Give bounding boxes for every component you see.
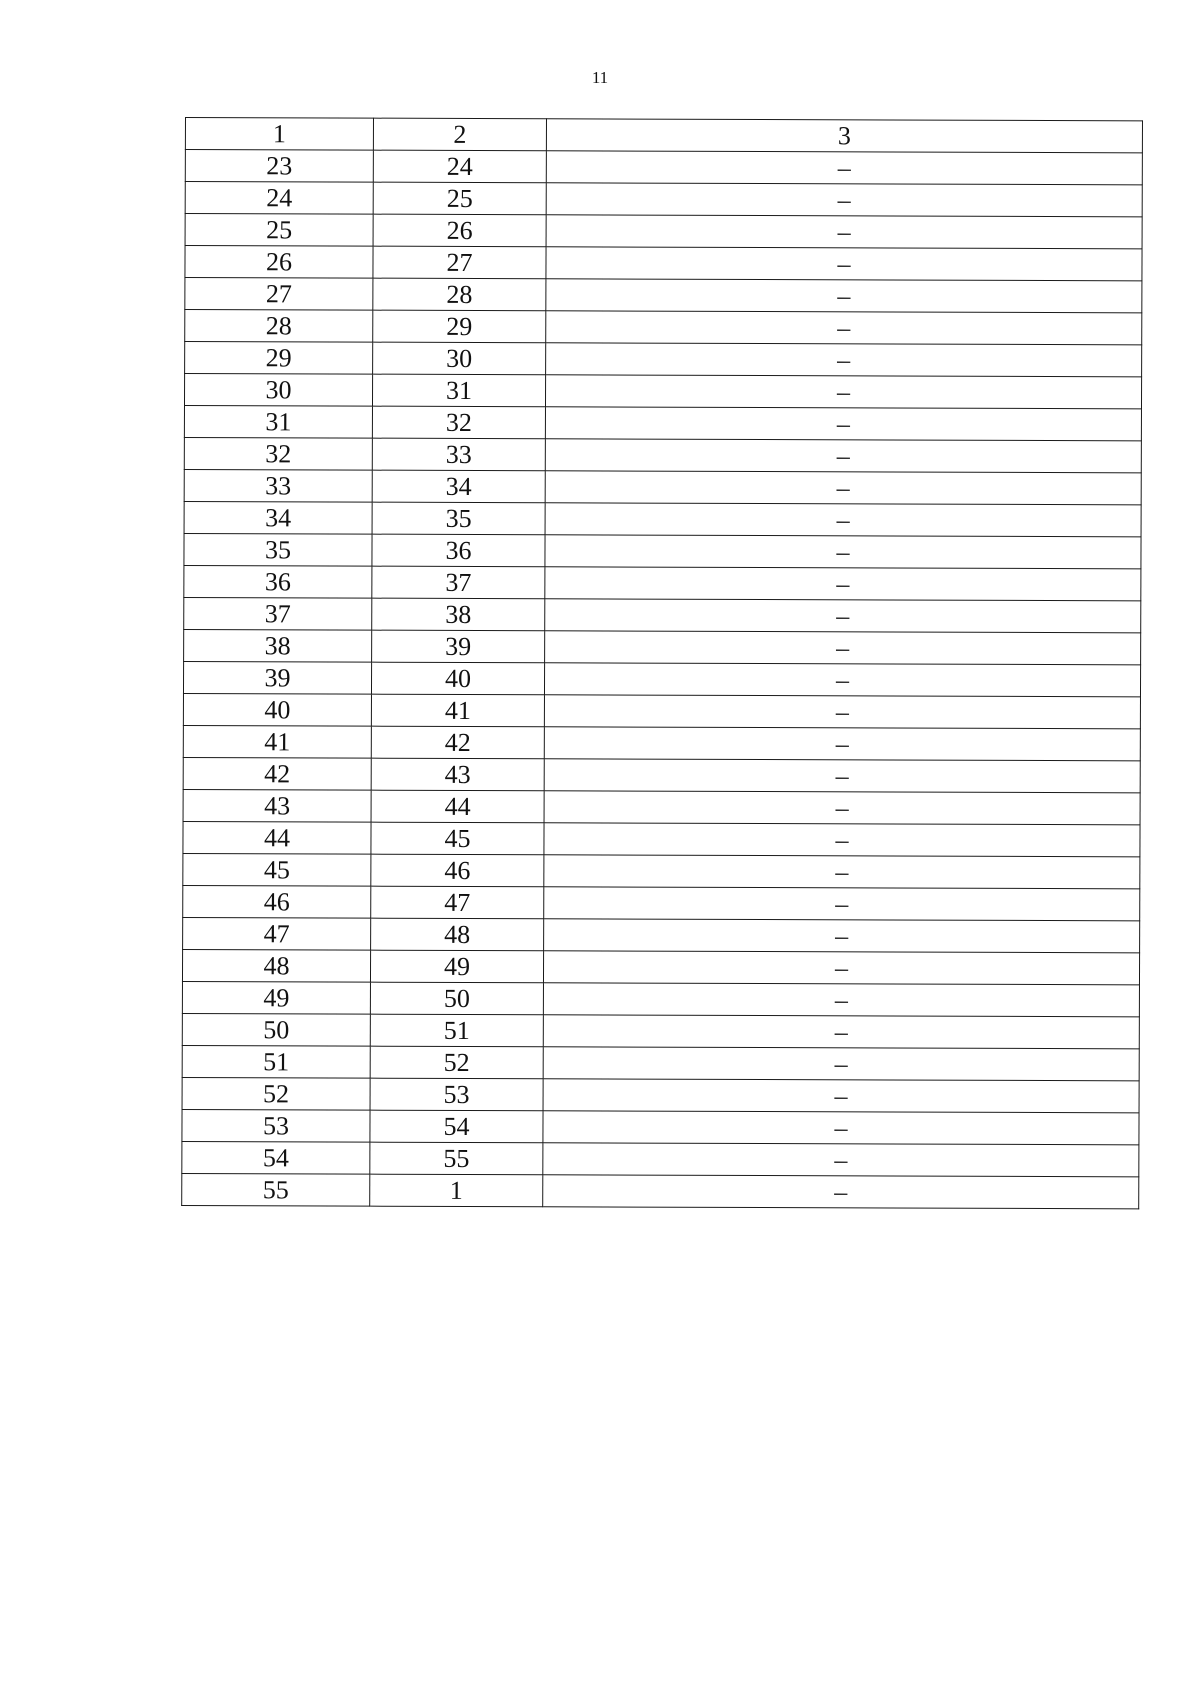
table-cell-col-2: 32 — [372, 406, 545, 439]
table-cell-col-1: 32 — [184, 437, 372, 470]
table-row — [184, 565, 1141, 600]
table-row — [184, 406, 1141, 441]
table-cell-col-1: 45 — [183, 853, 371, 886]
table-cell-col-2: 54 — [370, 1110, 543, 1143]
table-row — [184, 533, 1141, 568]
table-cell-col-2: 31 — [372, 374, 545, 407]
table-row — [183, 917, 1140, 952]
table-cell-col-1: 30 — [184, 374, 372, 407]
table-cell-col-2: 24 — [373, 150, 546, 183]
table-cell-col-2: 25 — [373, 182, 546, 215]
table-cell-col-3: – — [545, 567, 1141, 601]
table-cell-col-2: 38 — [372, 598, 545, 631]
table-cell-col-1: 38 — [184, 629, 372, 662]
header-cell-col-3: 3 — [546, 119, 1142, 153]
table-cell-col-1: 40 — [183, 693, 371, 726]
table-cell-col-1: 49 — [182, 981, 370, 1014]
table-cell-col-3: – — [545, 471, 1141, 505]
table-cell-col-3: – — [546, 215, 1142, 249]
table-cell-col-3: – — [544, 695, 1140, 729]
table-row — [184, 437, 1141, 472]
table-cell-col-2: 40 — [371, 662, 544, 695]
table-cell-col-1: 54 — [182, 1141, 370, 1174]
table-row — [184, 597, 1141, 632]
table-cell-col-3: – — [546, 343, 1142, 377]
table-row — [185, 310, 1142, 345]
table-cell-col-2: 29 — [373, 310, 546, 343]
table-cell-col-3: – — [546, 247, 1142, 281]
table-cell-col-2: 37 — [372, 566, 545, 599]
table-cell-col-3: – — [543, 1079, 1139, 1113]
table-row — [184, 501, 1141, 536]
table-cell-col-2: 53 — [370, 1078, 543, 1111]
table-row — [182, 1141, 1139, 1176]
table-row — [182, 1013, 1139, 1048]
table-cell-col-3: – — [545, 599, 1141, 633]
table-row — [183, 821, 1140, 856]
table-cell-col-1: 24 — [185, 182, 373, 215]
table-cell-col-1: 33 — [184, 469, 372, 502]
header-cell-col-2: 2 — [373, 118, 546, 151]
table-cell-col-2: 47 — [371, 886, 544, 919]
table-cell-col-3: – — [544, 791, 1140, 825]
table-cell-col-3: – — [544, 663, 1140, 697]
table-row — [184, 374, 1141, 409]
table-row — [185, 182, 1142, 217]
table-cell-col-1: 37 — [184, 597, 372, 630]
table-cell-col-3: – — [544, 727, 1140, 761]
table-cell-col-2: 34 — [372, 470, 545, 503]
table-cell-col-2: 35 — [372, 502, 545, 535]
table-cell-col-1: 53 — [182, 1109, 370, 1142]
table-cell-col-2: 50 — [370, 982, 543, 1015]
table-cell-col-2: 33 — [372, 438, 545, 471]
table-cell-col-1: 25 — [185, 214, 373, 247]
table-cell-col-3: – — [543, 983, 1139, 1017]
table-cell-col-1: 48 — [182, 949, 370, 982]
table-row — [185, 342, 1142, 377]
table-cell-col-1: 41 — [183, 725, 371, 758]
table-cell-col-2: 44 — [371, 790, 544, 823]
table-cell-col-2: 52 — [370, 1046, 543, 1079]
table-cell-col-3: – — [546, 279, 1142, 313]
table-row — [183, 661, 1140, 696]
table-cell-col-2: 28 — [373, 278, 546, 311]
table-cell-col-1: 35 — [184, 533, 372, 566]
table-cell-col-1: 43 — [183, 789, 371, 822]
table-row — [183, 725, 1140, 760]
table-row — [183, 853, 1140, 888]
table-cell-col-1: 29 — [185, 342, 373, 375]
table-cell-col-1: 47 — [183, 917, 371, 950]
table-cell-col-1: 52 — [182, 1077, 370, 1110]
data-table — [181, 117, 1143, 1209]
table-cell-col-2: 55 — [370, 1142, 543, 1175]
table-cell-col-3: – — [545, 503, 1141, 537]
table-cell-col-2: 1 — [370, 1174, 543, 1207]
table-row — [182, 1045, 1139, 1080]
table-row — [182, 981, 1139, 1016]
table-cell-col-2: 39 — [372, 630, 545, 663]
table-cell-col-3: – — [543, 1047, 1139, 1081]
page-number: 11 — [591, 68, 609, 87]
table-cell-col-1: 44 — [183, 821, 371, 854]
table-cell-col-3: – — [543, 1111, 1139, 1145]
table-cell-col-2: 27 — [373, 246, 546, 279]
table-cell-col-3: – — [546, 183, 1142, 217]
table-cell-col-1: 36 — [184, 565, 372, 598]
table-cell-col-3: – — [544, 759, 1140, 793]
table-row — [183, 693, 1140, 728]
header-cell-col-1: 1 — [185, 118, 373, 151]
table-cell-col-1: 23 — [185, 150, 373, 183]
table-cell-col-1: 50 — [182, 1013, 370, 1046]
table-row — [182, 1109, 1139, 1144]
table-cell-col-2: 48 — [371, 918, 544, 951]
table-cell-col-1: 42 — [183, 757, 371, 790]
table-row — [182, 949, 1139, 984]
table-cell-col-1: 34 — [184, 501, 372, 534]
table-row — [182, 1173, 1139, 1208]
table-cell-col-2: 26 — [373, 214, 546, 247]
table-header-row — [185, 118, 1142, 153]
table-cell-col-2: 45 — [371, 822, 544, 855]
table-cell-col-3: – — [545, 631, 1141, 665]
table-cell-col-3: – — [545, 375, 1141, 409]
table-cell-col-3: – — [543, 1015, 1139, 1049]
table-cell-col-3: – — [543, 1175, 1139, 1209]
table-cell-col-1: 46 — [183, 885, 371, 918]
table-row — [185, 278, 1142, 313]
table-cell-col-3: – — [543, 951, 1139, 985]
table-cell-col-1: 55 — [182, 1173, 370, 1206]
table-cell-col-3: – — [544, 919, 1140, 953]
table-cell-col-2: 41 — [371, 694, 544, 727]
table-cell-col-1: 31 — [184, 406, 372, 439]
table-row — [184, 469, 1141, 504]
table-cell-col-3: – — [544, 887, 1140, 921]
table-cell-col-2: 36 — [372, 534, 545, 567]
table-cell-col-3: – — [544, 855, 1140, 889]
table-cell-col-1: 51 — [182, 1045, 370, 1078]
table-cell-col-3: – — [545, 535, 1141, 569]
table-cell-col-2: 49 — [370, 950, 543, 983]
table-cell-col-3: – — [544, 823, 1140, 857]
table-row — [185, 150, 1142, 185]
table-cell-col-1: 26 — [185, 246, 373, 279]
table-cell-col-1: 39 — [183, 661, 371, 694]
table-row — [183, 789, 1140, 824]
table-cell-col-3: – — [545, 407, 1141, 441]
table-cell-col-3: – — [546, 151, 1142, 185]
table-row — [182, 1077, 1139, 1112]
table-row — [183, 757, 1140, 792]
table-cell-col-2: 51 — [370, 1014, 543, 1047]
table-row — [185, 246, 1142, 281]
table-cell-col-2: 42 — [371, 726, 544, 759]
table-cell-col-2: 43 — [371, 758, 544, 791]
table-row — [183, 885, 1140, 920]
table-cell-col-2: 30 — [373, 342, 546, 375]
table-cell-col-3: – — [545, 439, 1141, 473]
table-cell-col-1: 27 — [185, 278, 373, 311]
table-row — [185, 214, 1142, 249]
table-row — [184, 629, 1141, 664]
table-body — [182, 118, 1143, 1209]
table-cell-col-1: 28 — [185, 310, 373, 343]
table-cell-col-3: – — [543, 1143, 1139, 1177]
table-cell-col-3: – — [546, 311, 1142, 345]
table-cell-col-2: 46 — [371, 854, 544, 887]
